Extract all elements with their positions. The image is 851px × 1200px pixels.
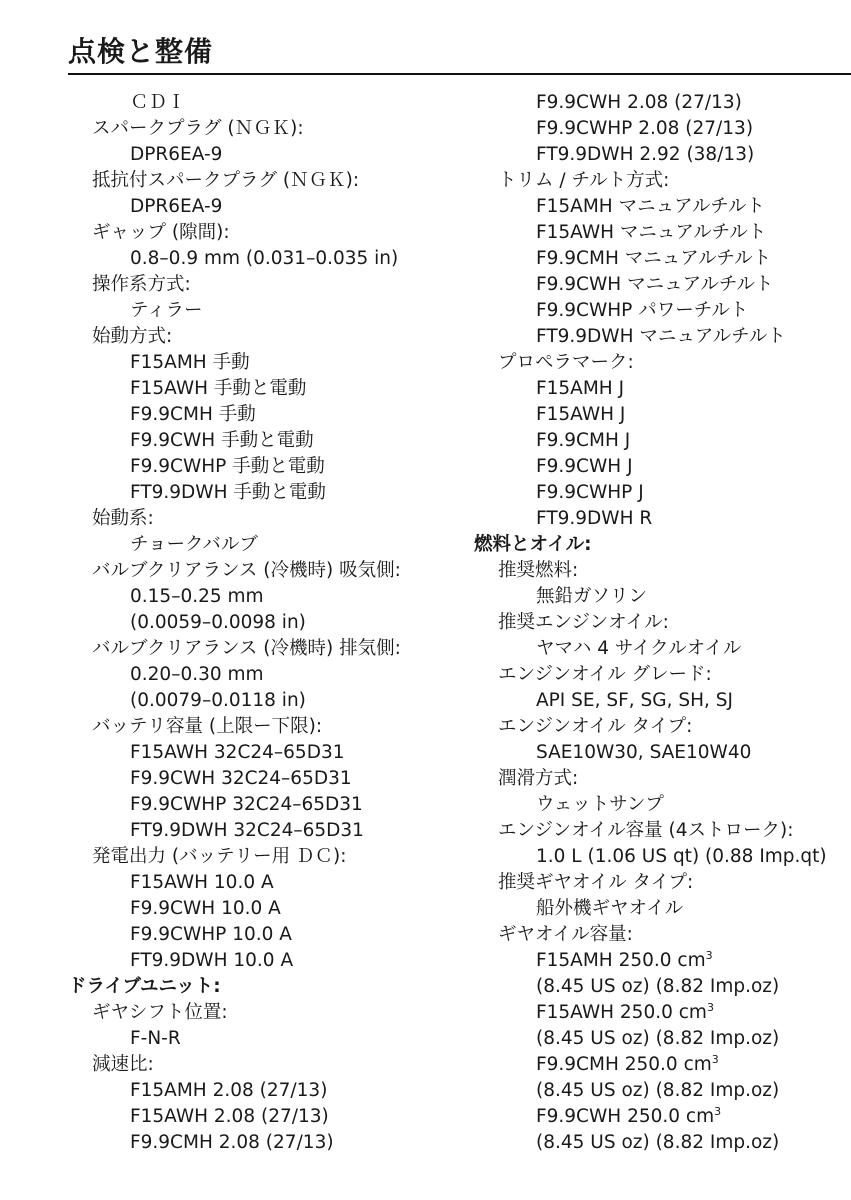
spec-value xyxy=(474,792,851,818)
spec-value xyxy=(68,766,468,792)
spec-value xyxy=(474,246,851,272)
spec-value xyxy=(474,402,851,428)
spec-text: F9.9CWH 手動と電動 xyxy=(130,430,314,451)
spec-text: F9.9CMH J xyxy=(536,430,631,451)
spec-text: 推奨燃料: xyxy=(498,560,579,581)
spec-text: DPR6EA-9 xyxy=(130,144,223,165)
spec-value xyxy=(474,116,851,142)
spec-text: 0.20–0.30 mm xyxy=(130,664,264,685)
spec-label xyxy=(68,272,468,298)
spec-text: F15AMH 2.08 (27/13) xyxy=(130,1080,328,1101)
spec-value xyxy=(474,428,851,454)
spec-value xyxy=(68,792,468,818)
spec-text: ギヤシフト位置: xyxy=(92,1002,228,1023)
spec-text: FT9.9DWH 手動と電動 xyxy=(130,482,326,503)
spec-value xyxy=(474,480,851,506)
spec-text: 潤滑方式: xyxy=(498,768,579,789)
spec-label xyxy=(68,324,468,350)
spec-label xyxy=(68,220,468,246)
spec-label xyxy=(68,636,468,662)
spec-value xyxy=(68,610,468,636)
spec-value xyxy=(68,454,468,480)
spec-text: ヤマハ 4 サイクルオイル xyxy=(536,638,742,659)
spec-text: 無鉛ガソリン xyxy=(536,586,648,607)
spec-value xyxy=(68,896,468,922)
spec-value xyxy=(474,142,851,168)
spec-text: ＣＤＩ xyxy=(130,92,186,113)
spec-text: ギャップ (隙間): xyxy=(92,222,230,243)
spec-text: F15AWH マニュアルチルト xyxy=(536,222,767,243)
spec-value xyxy=(474,220,851,246)
spec-value xyxy=(474,1078,851,1104)
spec-value xyxy=(68,740,468,766)
spec-value xyxy=(68,1104,468,1130)
spec-value xyxy=(68,350,468,376)
spec-value xyxy=(68,1026,468,1052)
spec-text: バルブクリアランス (冷機時) 排気側: xyxy=(92,638,401,659)
spec-label xyxy=(474,922,851,948)
spec-value xyxy=(474,1130,851,1156)
spec-text: F9.9CWHP 2.08 (27/13) xyxy=(536,118,754,139)
spec-text: 始動方式: xyxy=(92,326,173,347)
spec-text: F9.9CWH 2.08 (27/13) xyxy=(536,92,742,113)
spec-value xyxy=(68,870,468,896)
spec-text: F9.9CWH マニュアルチルト xyxy=(536,274,774,295)
spec-text: ウェットサンプ xyxy=(536,794,664,815)
spec-text: F9.9CWHP J xyxy=(536,482,644,503)
spec-text: F15AMH 手動 xyxy=(130,352,250,373)
spec-text: F9.9CMH マニュアルチルト xyxy=(536,248,772,269)
spec-text: F9.9CWHP パワーチルト xyxy=(536,300,749,321)
spec-value xyxy=(68,532,468,558)
spec-label xyxy=(68,116,468,142)
spec-text: FT9.9DWH マニュアルチルト xyxy=(536,326,786,347)
spec-value xyxy=(474,844,851,870)
spec-text: チョークバルブ xyxy=(130,534,258,555)
spec-text: 減速比: xyxy=(92,1054,154,1075)
spec-value xyxy=(474,272,851,298)
spec-text: 0.15–0.25 mm xyxy=(130,586,264,607)
spec-text: F15AWH J xyxy=(536,404,626,425)
spec-label xyxy=(474,610,851,636)
spec-value xyxy=(474,1000,851,1026)
spec-value xyxy=(68,246,468,272)
spec-text: F15AWH 2.08 (27/13) xyxy=(130,1106,329,1127)
spec-label xyxy=(68,844,468,870)
spec-label xyxy=(474,350,851,376)
spec-text: 船外機ギヤオイル xyxy=(536,898,684,919)
spec-text: FT9.9DWH 10.0 A xyxy=(130,950,294,971)
spec-value xyxy=(68,480,468,506)
section-heading xyxy=(68,974,468,1000)
spec-text: F9.9CWHP 32C24–65D31 xyxy=(130,794,363,815)
spec-text: F9.9CWHP 手動と電動 xyxy=(130,456,325,477)
spec-text: 燃料とオイル: xyxy=(474,534,592,555)
spec-text: F15AWH 手動と電動 xyxy=(130,378,307,399)
spec-value xyxy=(474,376,851,402)
spec-value xyxy=(474,506,851,532)
spec-value xyxy=(68,818,468,844)
spec-value xyxy=(68,428,468,454)
spec-text: FT9.9DWH 2.92 (38/13) xyxy=(536,144,755,165)
spec-text: エンジンオイル容量 (4ストローク): xyxy=(498,820,794,841)
spec-value xyxy=(474,948,851,974)
spec-label xyxy=(68,506,468,532)
unit-superscript: 3 xyxy=(714,1104,722,1118)
spec-text: スパークプラグ (ＮＧＫ): xyxy=(92,118,304,139)
spec-label xyxy=(474,558,851,584)
spec-value xyxy=(68,1078,468,1104)
spec-text: F9.9CWHP 10.0 A xyxy=(130,924,292,945)
spec-text: エンジンオイル タイプ: xyxy=(498,716,693,737)
spec-label xyxy=(474,714,851,740)
header-rule xyxy=(68,73,851,75)
page-header xyxy=(68,30,851,80)
spec-value xyxy=(68,922,468,948)
spec-text: F9.9CMH 手動 xyxy=(130,404,256,425)
spec-text: F-N-R xyxy=(130,1028,181,1049)
spec-text: F15AWH 250.0 cm xyxy=(536,1002,707,1023)
spec-value xyxy=(474,740,851,766)
spec-text: バッテリ容量 (上限ー下限): xyxy=(92,716,323,737)
spec-text: (8.45 US oz) (8.82 Imp.oz) xyxy=(536,1132,780,1153)
spec-text: F15AMH 250.0 cm xyxy=(536,950,706,971)
spec-label xyxy=(474,870,851,896)
spec-label xyxy=(474,818,851,844)
spec-text: トリム / チルト方式: xyxy=(498,170,670,191)
spec-text: ドライブユニット: xyxy=(68,976,221,997)
spec-text: F9.9CWH J xyxy=(536,456,633,477)
spec-value xyxy=(68,662,468,688)
spec-text: 発電出力 (バッテリー用 ＤＣ): xyxy=(92,846,347,867)
spec-text: F9.9CMH 2.08 (27/13) xyxy=(130,1132,334,1153)
spec-value xyxy=(474,90,851,116)
spec-value xyxy=(68,376,468,402)
spec-label xyxy=(68,168,468,194)
spec-text: F15AWH 10.0 A xyxy=(130,872,274,893)
spec-text: 1.0 L (1.06 US qt) (0.88 Imp.qt) xyxy=(536,846,827,867)
spec-label xyxy=(68,714,468,740)
spec-text: 0.8–0.9 mm (0.031–0.035 in) xyxy=(130,248,399,269)
spec-value xyxy=(68,194,468,220)
spec-value xyxy=(474,1026,851,1052)
spec-text: F15AMH マニュアルチルト xyxy=(536,196,765,217)
spec-text: DPR6EA-9 xyxy=(130,196,223,217)
spec-text: (0.0079–0.0118 in) xyxy=(130,690,306,711)
spec-value xyxy=(68,1130,468,1156)
spec-text: F9.9CWH 10.0 A xyxy=(130,898,281,919)
spec-value xyxy=(474,974,851,1000)
spec-text: SAE10W30, SAE10W40 xyxy=(536,742,752,763)
spec-text: ティラー xyxy=(130,300,203,321)
right-column xyxy=(474,90,851,1156)
unit-superscript: 3 xyxy=(705,948,713,962)
spec-text: 始動系: xyxy=(92,508,154,529)
spec-value xyxy=(68,142,468,168)
spec-text: F9.9CWH 250.0 cm xyxy=(536,1106,715,1127)
spec-text: F9.9CWH 32C24–65D31 xyxy=(130,768,352,789)
spec-label xyxy=(474,662,851,688)
spec-value xyxy=(474,1104,851,1130)
spec-label xyxy=(474,766,851,792)
spec-text: 操作系方式: xyxy=(92,274,191,295)
spec-text: F15AMH J xyxy=(536,378,625,399)
spec-text: ギヤオイル容量: xyxy=(498,924,633,945)
spec-text: プロペラマーク: xyxy=(498,352,634,373)
spec-value xyxy=(474,324,851,350)
spec-label xyxy=(68,1000,468,1026)
spec-text: (8.45 US oz) (8.82 Imp.oz) xyxy=(536,976,780,997)
spec-value xyxy=(474,298,851,324)
spec-value xyxy=(68,948,468,974)
unit-superscript: 3 xyxy=(711,1052,719,1066)
spec-text: FT9.9DWH 32C24–65D31 xyxy=(130,820,364,841)
spec-label xyxy=(474,168,851,194)
spec-label xyxy=(68,558,468,584)
spec-text: 推奨エンジンオイル: xyxy=(498,612,669,633)
spec-value xyxy=(474,584,851,610)
spec-value xyxy=(68,298,468,324)
section-heading xyxy=(474,532,851,558)
page-title: 点検と整備 xyxy=(68,35,214,68)
spec-value xyxy=(474,688,851,714)
spec-label xyxy=(68,1052,468,1078)
spec-value xyxy=(474,896,851,922)
spec-text: F9.9CMH 250.0 cm xyxy=(536,1054,712,1075)
spec-value xyxy=(474,194,851,220)
spec-text: F15AWH 32C24–65D31 xyxy=(130,742,345,763)
spec-text: API SE, SF, SG, SH, SJ xyxy=(536,690,733,711)
spec-text: (0.0059–0.0098 in) xyxy=(130,612,306,633)
spec-value xyxy=(474,1052,851,1078)
spec-value xyxy=(68,584,468,610)
spec-value xyxy=(68,90,468,116)
spec-text: (8.45 US oz) (8.82 Imp.oz) xyxy=(536,1028,780,1049)
spec-value xyxy=(474,636,851,662)
spec-text: エンジンオイル グレード: xyxy=(498,664,712,685)
spec-value xyxy=(68,402,468,428)
spec-text: (8.45 US oz) (8.82 Imp.oz) xyxy=(536,1080,780,1101)
left-column xyxy=(68,90,468,1156)
spec-value xyxy=(68,688,468,714)
spec-text: 推奨ギヤオイル タイプ: xyxy=(498,872,694,893)
unit-superscript: 3 xyxy=(706,1000,714,1014)
spec-text: バルブクリアランス (冷機時) 吸気側: xyxy=(92,560,401,581)
spec-text: 抵抗付スパークプラグ (ＮＧＫ): xyxy=(92,170,360,191)
spec-value xyxy=(474,454,851,480)
spec-text: FT9.9DWH R xyxy=(536,508,653,529)
